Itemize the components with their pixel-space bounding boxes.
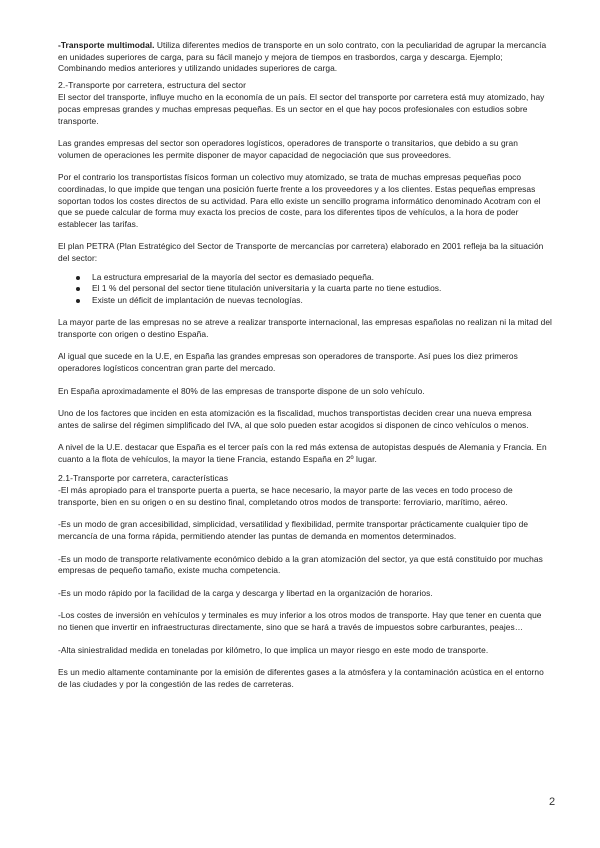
- paragraph: Por el contrario los transportistas físicos forman un colectivo muy atomizado, se trata de muchas empresas pequeñas poco coordinadas, lo que impide que tengan una posición fuerte frente a los proveedores y a los clientes. Estas pequeñas empresas soportan todos los costes directos de su actividad. Para ello existe un sencillo programa informático denominado Acotram con el que se puede calcular de forma muy exacta los precios de coste, para los diferentes tipos de vehículos, a la hora de poder establecer las tarifas.: [58, 172, 541, 229]
- document-page: [58, 40, 552, 690]
- section-2-1-heading: 2.1-Transporte por carretera, características: [58, 472, 229, 483]
- bullet-text: El 1 % del personal del sector tiene titulación universitaria y la cuarta parte no tiene estudios.: [92, 283, 442, 294]
- paragraph: A nivel de la U.E. destacar que España es el tercer país con la red más extensa de autopistas después de Alemania y Francia. En cuanto a la flota de vehículos, la mayor la tiene Francia, estando España en 2º lugar.: [58, 442, 547, 465]
- paragraph: La mayor parte de las empresas no se atreve a realizar transporte internacional, las empresas españolas no realizan ni la mitad del transporte con origen o destino España.: [58, 317, 552, 339]
- paragraph: En España aproximadamente el 80% de las empresas de transporte dispone de un solo vehículo.: [58, 385, 425, 396]
- paragraph: -Es un modo rápido por la facilidad de la carga y descarga y libertad en la organización de horarios.: [58, 587, 433, 598]
- paragraph: El sector del transporte, influye mucho en la economía de un país. El sector del transporte por carretera está muy atomizado, hay pocas empresas grandes y muchas empresas pequeñas. Es un sector en el que hay pocos profesionales con estudios sobre transporte.: [58, 92, 545, 126]
- bullet-list: [58, 272, 552, 307]
- bullet-item: [58, 295, 552, 307]
- bullet-item: [58, 283, 552, 295]
- paragraph: -Es un modo de gran accesibilidad, simplicidad, versatilidad y flexibilidad, permite transportar prácticamente cualquier tipo de mercancía de una forma rápida, permitiendo atender las puntas de demanda en momentos determinados.: [58, 519, 529, 541]
- page-number: 2: [549, 796, 556, 808]
- paragraph: -Los costes de inversión en vehículos y terminales es muy inferior a los otros modos de transporte. Hay que tener en cuenta que no tienen que invertir en infraestructuras directamente, sino que se hará a través de impuestos sobre carburantes, peajes…: [58, 610, 542, 632]
- intro-label: -Transporte multimodal.: [58, 40, 155, 50]
- bullet-icon: [76, 287, 80, 291]
- paragraph: Uno de los factores que inciden en esta atomización es la fiscalidad, muchos transportistas deciden crear una nueva empresa antes de salirse del régimen simplificado del IVA, al que solo pueden estar acogidos si disponen de cinco vehículos o menos.: [58, 408, 532, 430]
- paragraph: -El más apropiado para el transporte puerta a puerta, se hace necesario, la mayor parte de las veces en todo proceso de transporte, bien en su origen o en su destino final, completando otros modos de transporte: ferroviario, marítimo, aéreo.: [58, 485, 513, 507]
- section-2-heading: 2.-Transporte por carretera, estructura del sector: [58, 79, 246, 90]
- bullet-item: [58, 272, 552, 284]
- intro-paragraph: [58, 40, 552, 75]
- paragraph: Al igual que sucede en la U.E, en España las grandes empresas son operadores de transporte. Así pues los diez primeros operadores logísticos concentran gran parte del mercado.: [58, 351, 518, 374]
- bullet-icon: [76, 276, 80, 280]
- paragraph: El plan PETRA (Plan Estratégico del Sector de Transporte de mercancías por carretera) elaborado en 2001 refleja ba la situación del sector:: [58, 241, 544, 263]
- bullet-text: La estructura empresarial de la mayoría del sector es demasiado pequeña.: [92, 271, 374, 282]
- paragraph: -Alta siniestralidad medida en toneladas por kilómetro, lo que implica un mayor riesgo en este modo de transporte.: [58, 644, 489, 655]
- bullet-icon: [76, 299, 80, 303]
- bullet-text: Existe un déficit de implantación de nuevas tecnologías.: [92, 294, 303, 305]
- paragraph: -Es un modo de transporte relativamente económico debido a la gran atomización del sector, ya que está constituido por muchas empresas de pequeño tamaño, existe mucha competencia.: [58, 553, 543, 576]
- paragraph: Las grandes empresas del sector son operadores logísticos, operadores de transporte o transitarios, que debido a su gran volumen de operaciones les permite disponer de mayor capacidad de negociación que sus proveedores.: [58, 138, 518, 160]
- intro-text: Utiliza diferentes medios de transporte en un solo contrato, con la peculiaridad de agrupar la mercancía en unidades superiores de carga, para su fácil manejo y mejora de tiempos en trasbordos, carga y descarga. Ejemplo; Combinando medios anteriores y utilizando unidades superiores de carga.: [58, 40, 547, 74]
- paragraph: Es un medio altamente contaminante por la emisión de diferentes gases a la atmósfera y la contaminación acústica en el entorno de las ciudades y por la congestión de las redes de carreteras.: [58, 667, 544, 689]
